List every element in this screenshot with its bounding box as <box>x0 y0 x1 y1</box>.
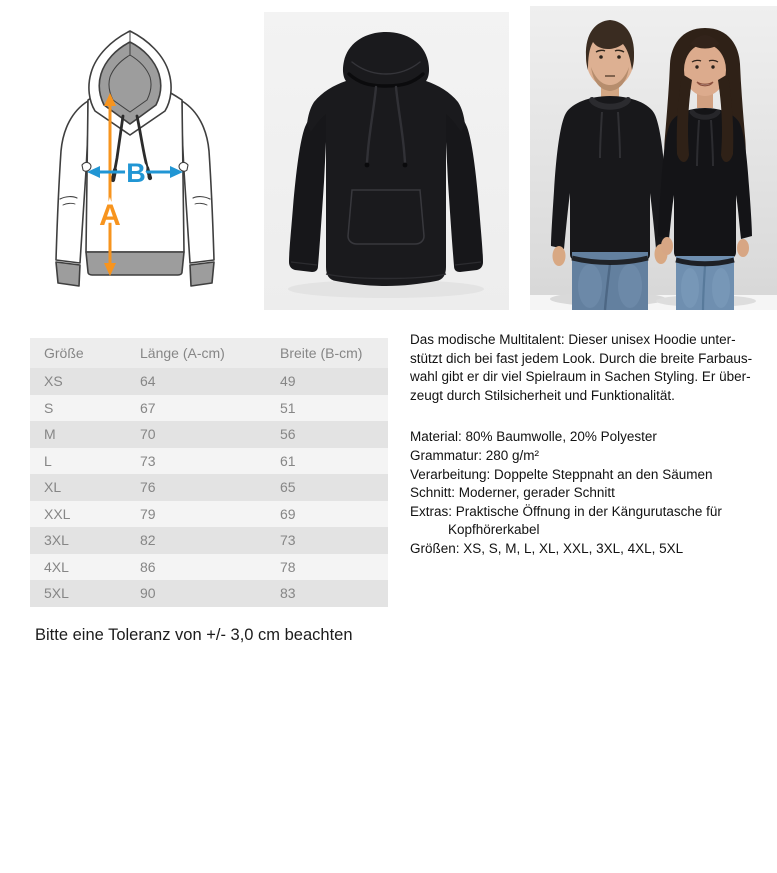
spec-line: Größen: XS, S, M, L, XL, XXL, 3XL, 4XL, 5XL <box>410 540 684 556</box>
measurement-label-a: A <box>99 199 121 232</box>
man-and-woman-black-hoodies <box>530 6 777 310</box>
table-row <box>30 368 388 395</box>
table-cell-size: 4XL <box>44 558 69 575</box>
product-description <box>410 331 777 559</box>
description-intro <box>410 331 777 405</box>
table-row <box>30 554 388 581</box>
table-cell-length: 70 <box>140 426 156 443</box>
size-table <box>30 338 388 607</box>
waistband <box>86 252 184 275</box>
table-cell-width: 73 <box>280 532 296 549</box>
description-specs <box>410 428 777 558</box>
table-cell-length: 73 <box>140 452 156 469</box>
table-cell-width: 49 <box>280 373 296 390</box>
table-row <box>30 395 388 422</box>
table-cell-width: 65 <box>280 479 296 496</box>
table-cell-length: 79 <box>140 505 156 522</box>
hoodie-measurement-diagram <box>30 13 240 310</box>
table-cell-size: 3XL <box>44 532 69 549</box>
table-row <box>30 421 388 448</box>
spec-line: Verarbeitung: Doppelte Steppnaht an den Säumen <box>410 466 713 482</box>
black-hoodie-front-view <box>264 12 509 310</box>
table-cell-length: 82 <box>140 532 156 549</box>
right-sleeve <box>182 101 214 263</box>
table-cell-width: 83 <box>280 585 296 602</box>
table-cell-length: 67 <box>140 399 156 416</box>
table-cell-size: XXL <box>44 505 71 522</box>
table-cell-length: 76 <box>140 479 156 496</box>
table-row <box>30 474 388 501</box>
table-row <box>30 527 388 554</box>
table-cell-width: 78 <box>280 558 296 575</box>
models-photo[interactable] <box>530 6 777 310</box>
table-cell-size: 5XL <box>44 585 69 602</box>
spec-line: Schnitt: Moderner, gerader Schnitt <box>410 485 615 501</box>
spec-line: Material: 80% Baumwolle, 20% Polyester <box>410 429 657 445</box>
table-row <box>30 501 388 528</box>
right-cuff <box>190 262 214 286</box>
spec-line: Grammatur: 280 g/m² <box>410 447 540 463</box>
measurement-label-b: B <box>126 158 146 188</box>
left-sleeve <box>56 101 88 263</box>
table-row <box>30 448 388 475</box>
size-table-header <box>30 338 388 368</box>
table-row <box>30 580 388 607</box>
table-cell-size: S <box>44 399 54 416</box>
column-header-size: Größe <box>44 345 84 361</box>
table-cell-width: 56 <box>280 426 296 443</box>
description-line: wahl gibt er dir viel Spielraum in Sachen Styling. Er über- <box>410 369 751 385</box>
table-cell-size: XL <box>44 479 62 496</box>
table-cell-size: L <box>44 452 52 469</box>
table-cell-length: 86 <box>140 558 156 575</box>
tolerance-note: Bitte eine Toleranz von +/- 3,0 cm beachten <box>35 626 353 644</box>
size-table-body <box>30 368 388 607</box>
description-line: Das modische Multitalent: Dieser unisex Hoodie unter- <box>410 332 736 347</box>
table-cell-size: XS <box>44 373 63 390</box>
product-photo-black-hoodie[interactable] <box>264 12 509 310</box>
table-cell-length: 64 <box>140 373 156 390</box>
table-cell-width: 51 <box>280 399 296 416</box>
size-chart-diagram-image[interactable] <box>30 13 240 310</box>
spec-line: Extras: Praktische Öffnung in der Kängurutasche für <box>410 503 722 519</box>
column-header-length: Länge (A-cm) <box>140 345 225 361</box>
table-cell-width: 61 <box>280 452 296 469</box>
table-cell-length: 90 <box>140 585 156 602</box>
table-cell-size: M <box>44 426 56 443</box>
table-cell-width: 69 <box>280 505 296 522</box>
spec-line: Kopfhörerkabel <box>448 522 540 538</box>
description-line: zeugt durch Stilsicherheit und Funktionalität. <box>410 387 675 403</box>
left-cuff <box>56 262 80 286</box>
description-line: stützt dich bei fast jedem Look. Durch die breite Farbaus- <box>410 350 753 366</box>
column-header-width: Breite (B-cm) <box>280 345 363 361</box>
